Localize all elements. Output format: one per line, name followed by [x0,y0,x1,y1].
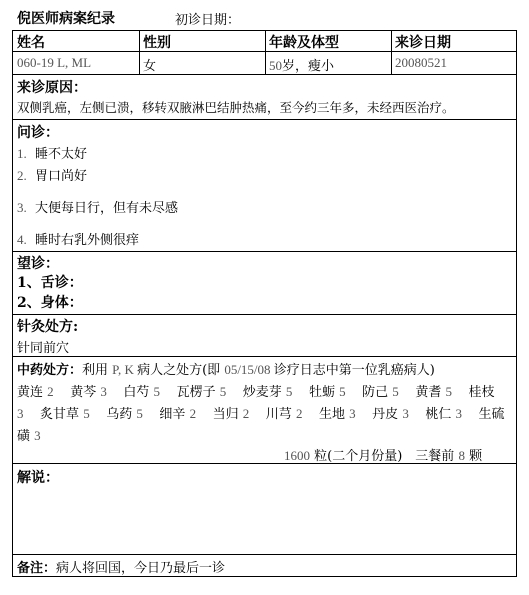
observation-label: 望诊： [17,256,59,272]
herb-line-3 [17,425,41,444]
column-header-name: 姓名 [17,35,45,51]
herb-name: 当归 [212,407,239,422]
item-number: 2. [17,168,27,183]
herbal-intro-d: 05/15/08 [224,362,274,377]
patient-age [269,55,334,74]
column-header-sex: 性别 [143,35,171,51]
item-number: 3. [17,200,27,215]
inquiry-item [17,229,139,248]
herb-qty: 5 [392,384,399,399]
border-left [12,30,13,577]
body-exam-label: 2、身体： [17,295,83,311]
herb-qty: 2 [295,406,303,421]
divider [12,554,517,555]
herb-name: 瓦楞子 [176,385,216,400]
herb-qty: 2 [242,406,250,421]
border-right [516,30,517,577]
herb-name: 炒麦芽 [242,385,282,400]
patient-sex: 女 [143,59,157,74]
item-text: 胃口尚好 [35,169,88,184]
herb-line-2 [17,403,505,422]
herbal-intro-b: P, K [112,362,138,377]
reason-text: 双侧乳癌，左侧已溃，移转双腋淋巴结肿热痛，至今约三年多，未经西医治疗。 [17,100,455,115]
dosage-count: 1600 [284,448,310,463]
herb-qty: 3 [349,406,356,421]
border-bottom [12,576,517,577]
record-title: 倪医师病案纪录 [17,11,115,27]
herb-name: 乌药 [106,407,133,422]
column-header-date: 来诊日期 [395,35,451,51]
herb-qty: 3 [34,428,41,443]
patient-id: 060-19 L, ML [17,55,92,70]
herb-qty: 5 [219,384,227,399]
age-number: 50 [269,58,282,73]
herbal-label: 中药处方： [17,363,83,378]
column-divider [265,30,266,75]
herb-qty: 5 [83,406,90,421]
herb-qty: 2 [189,406,197,421]
herb-name: 炙甘草 [40,407,80,422]
dosage-per-meal: 8 [458,448,465,463]
herb-name: 黄芩 [70,385,97,400]
inquiry-label: 问诊： [17,125,59,141]
remarks-row [17,557,225,576]
dosage-instructions [284,445,482,464]
item-text: 睡不太好 [35,147,88,162]
inquiry-item [17,197,178,216]
herb-qty: 5 [285,384,293,399]
herb-name: 丹皮 [372,407,399,422]
column-header-age: 年龄及体型 [269,35,339,51]
first-visit-label: 初诊日期： [175,13,241,28]
tongue-exam-label: 1、舌诊： [17,275,83,291]
dosage-unit: 颗 [469,449,483,464]
herb-name: 细辛 [159,407,186,422]
divider [12,119,517,120]
column-divider [139,30,140,75]
herb-name: 生地 [318,407,345,422]
herb-qty: 3 [100,384,107,399]
herb-name: 牡蛎 [308,385,335,400]
item-number: 4. [17,232,27,247]
herb-name: 防己 [362,385,389,400]
acupuncture-label: 针灸处方: [17,319,79,335]
herb-name: 黄耆 [415,385,442,400]
herbal-intro-a: 利用 [82,363,113,378]
inquiry-item [17,143,87,162]
divider [12,314,517,315]
item-text: 睡时右乳外侧很痒 [35,233,140,248]
herb-qty: 5 [153,384,161,399]
reason-label: 来诊原因： [17,80,87,96]
herb-qty: 2 [47,384,54,399]
item-number: 1. [17,146,27,161]
herb-qty: 3 [17,406,24,421]
age-description: 岁，瘦小 [282,59,335,74]
acupuncture-text: 针同前穴 [17,341,70,356]
divider [12,251,517,252]
visit-date: 20080521 [395,55,447,70]
inquiry-item [17,165,87,184]
herb-name: 桂枝 [468,385,495,400]
herb-name: 黄连 [17,385,44,400]
column-divider [391,30,392,75]
remarks-label: 备注： [17,561,57,576]
herb-qty: 5 [445,384,452,399]
remarks-text: 病人将回国，今日乃最后一诊 [56,561,226,576]
herb-name: 磺 [17,429,31,444]
explanation-label: 解说： [17,470,59,486]
herb-qty: 5 [339,384,346,399]
herb-name: 川芎 [265,407,292,422]
herb-qty: 3 [402,406,409,421]
herb-name: 生硫 [478,407,505,422]
herbal-intro-e: 诊疗日志中第一位乳癌病人) [273,363,435,378]
herb-qty: 3 [455,406,462,421]
herb-name: 白芍 [123,385,150,400]
herb-name: 桃仁 [425,407,452,422]
item-text: 大便每日行，但有未尽感 [35,201,179,216]
herbal-intro [17,359,435,378]
divider [12,356,517,357]
herb-qty: 5 [136,406,143,421]
dosage-text: 粒(二个月份量) 三餐前 [314,449,455,464]
herbal-intro-c: 病人之处方(即 [137,363,225,378]
herb-line-1 [17,381,495,400]
